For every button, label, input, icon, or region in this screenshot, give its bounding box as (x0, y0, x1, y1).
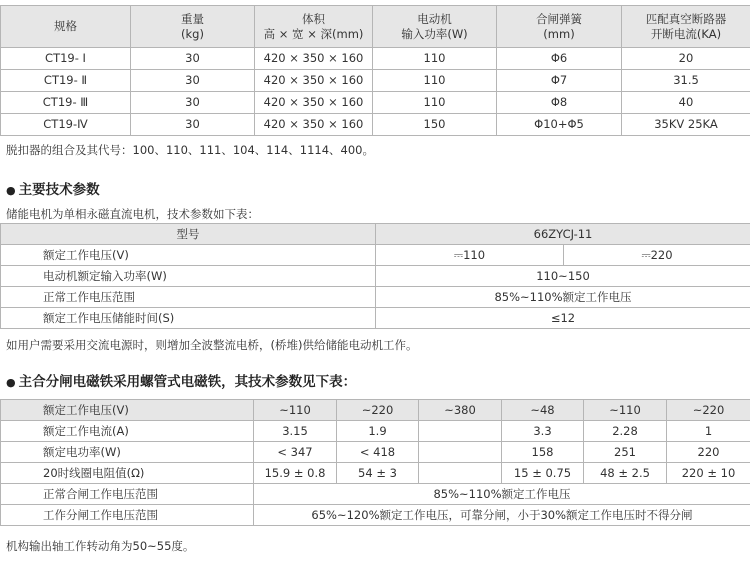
table-cell: < 347 (254, 442, 337, 463)
table-cell: 2.28 (584, 421, 667, 442)
table-cell: 15 ± 0.75 (502, 463, 584, 484)
header-cell: 体积 高 × 宽 × 深(mm) (255, 6, 373, 48)
table-cell: 220 ± 10 (667, 463, 750, 484)
table-row (1, 70, 750, 92)
table-cell: 35KV 25KA (622, 114, 750, 136)
row-label: 额定工作电压储能时间(S) (1, 308, 376, 329)
table-cell: CT19- Ⅱ (1, 70, 131, 92)
table-cell: 15.9 ± 0.8 (254, 463, 337, 484)
table-cell: Φ7 (497, 70, 622, 92)
table-cell: 420 × 350 × 160 (255, 48, 373, 70)
table-cell: 110 (373, 92, 497, 114)
header-cell: ~380 (419, 400, 502, 421)
motor-table (0, 223, 750, 329)
electromagnet-table (0, 399, 750, 526)
table-cell: 30 (131, 48, 255, 70)
table-cell: 85%~110%额定工作电压 (376, 287, 750, 308)
row-label: 正常工作电压范围 (1, 287, 376, 308)
table-cell: 150 (373, 114, 497, 136)
row-label: 额定工作电流(A) (1, 421, 254, 442)
table-row (1, 463, 750, 484)
spec-table (0, 5, 750, 136)
header-cell: 电动机 输入功率(W) (373, 6, 497, 48)
row-label: 20时线圈电阻值(Ω) (1, 463, 254, 484)
header-cell: ~220 (667, 400, 750, 421)
table-cell: 3.3 (502, 421, 584, 442)
table-cell: 20 (622, 48, 750, 70)
table-cell: 65%~120%额定工作电压，可靠分闸，小于30%额定工作电压时不得分闸 (254, 505, 750, 526)
table-cell (419, 463, 502, 484)
row-label: 工作分闸工作电压范围 (1, 505, 254, 526)
section-title: 主要技术参数 (18, 182, 100, 198)
table-cell: 110 (373, 48, 497, 70)
header-cell: 66ZYCJ-11 (376, 224, 750, 245)
table-cell: 40 (622, 92, 750, 114)
row-label: 电动机额定输入功率(W) (1, 266, 376, 287)
table-row (1, 287, 750, 308)
header-cell: 规格 (1, 6, 131, 48)
table-row (1, 421, 750, 442)
table-row (1, 245, 750, 266)
table-cell: ≤12 (376, 308, 750, 329)
table-cell (419, 421, 502, 442)
table-cell: 30 (131, 114, 255, 136)
table-cell: CT19- Ⅰ (1, 48, 131, 70)
section-heading (6, 370, 356, 390)
table-row (1, 484, 750, 505)
table-cell: Φ10+Φ5 (497, 114, 622, 136)
header-cell: 匹配真空断路器 开断电流(KA) (622, 6, 750, 48)
table-cell: CT19- Ⅲ (1, 92, 131, 114)
table-row (1, 308, 750, 329)
header-cell: ~48 (502, 400, 584, 421)
header-cell: 合闸弹簧 (mm) (497, 6, 622, 48)
table-cell: Φ6 (497, 48, 622, 70)
table-cell: < 418 (337, 442, 419, 463)
section-title: 主合分闸电磁铁采用螺管式电磁铁，其技术参数见下表： (18, 374, 357, 390)
table-cell: 158 (502, 442, 584, 463)
table-cell: 420 × 350 × 160 (255, 70, 373, 92)
release-codes-text: 脱扣器的组合及其代号：100、110、111、104、114、1114、400。 (6, 143, 374, 157)
shaft-angle-text: 机构输出轴工作转动角为50~55度。 (6, 539, 195, 553)
row-label: 额定工作电压(V) (1, 245, 376, 266)
table-cell: 110 (373, 70, 497, 92)
table-cell (419, 442, 502, 463)
table-cell: 54 ± 3 (337, 463, 419, 484)
table-row (1, 92, 750, 114)
table-cell: 30 (131, 70, 255, 92)
bullet-icon: ● (6, 184, 16, 197)
table-cell: 1.9 (337, 421, 419, 442)
table-cell: CT19-Ⅳ (1, 114, 131, 136)
table-cell: 1 (667, 421, 750, 442)
table-cell: Φ8 (497, 92, 622, 114)
spec-table-header (1, 6, 750, 48)
table-row (1, 114, 750, 136)
table-cell: 420 × 350 × 160 (255, 114, 373, 136)
header-cell: ~110 (254, 400, 337, 421)
header-cell: 重量 (kg) (131, 6, 255, 48)
table-cell: ⎓220 (564, 245, 750, 266)
header-cell: ~110 (584, 400, 667, 421)
header-cell: 型号 (1, 224, 376, 245)
table-cell: 220 (667, 442, 750, 463)
ac-power-note: 如用户需要采用交流电源时，则增加全波整流电桥，(桥堆)供给储能电动机工作。 (6, 338, 418, 352)
table-cell: 420 × 350 × 160 (255, 92, 373, 114)
table-cell: ⎓110 (376, 245, 564, 266)
table-row (1, 442, 750, 463)
table-cell: 85%~110%额定工作电压 (254, 484, 750, 505)
table-cell: 3.15 (254, 421, 337, 442)
table-row (1, 48, 750, 70)
electromagnet-table-header (1, 400, 750, 421)
motor-intro-text: 储能电机为单相永磁直流电机，技术参数如下表： (6, 207, 259, 221)
header-cell: 额定工作电压(V) (1, 400, 254, 421)
table-cell: 48 ± 2.5 (584, 463, 667, 484)
table-cell: 251 (584, 442, 667, 463)
motor-table-header (1, 224, 750, 245)
row-label: 正常合闸工作电压范围 (1, 484, 254, 505)
table-row (1, 266, 750, 287)
table-cell: 31.5 (622, 70, 750, 92)
header-cell: ~220 (337, 400, 419, 421)
table-cell: 30 (131, 92, 255, 114)
table-row (1, 505, 750, 526)
row-label: 额定电功率(W) (1, 442, 254, 463)
section-heading (6, 178, 100, 198)
bullet-icon: ● (6, 376, 16, 389)
table-cell: 110~150 (376, 266, 750, 287)
